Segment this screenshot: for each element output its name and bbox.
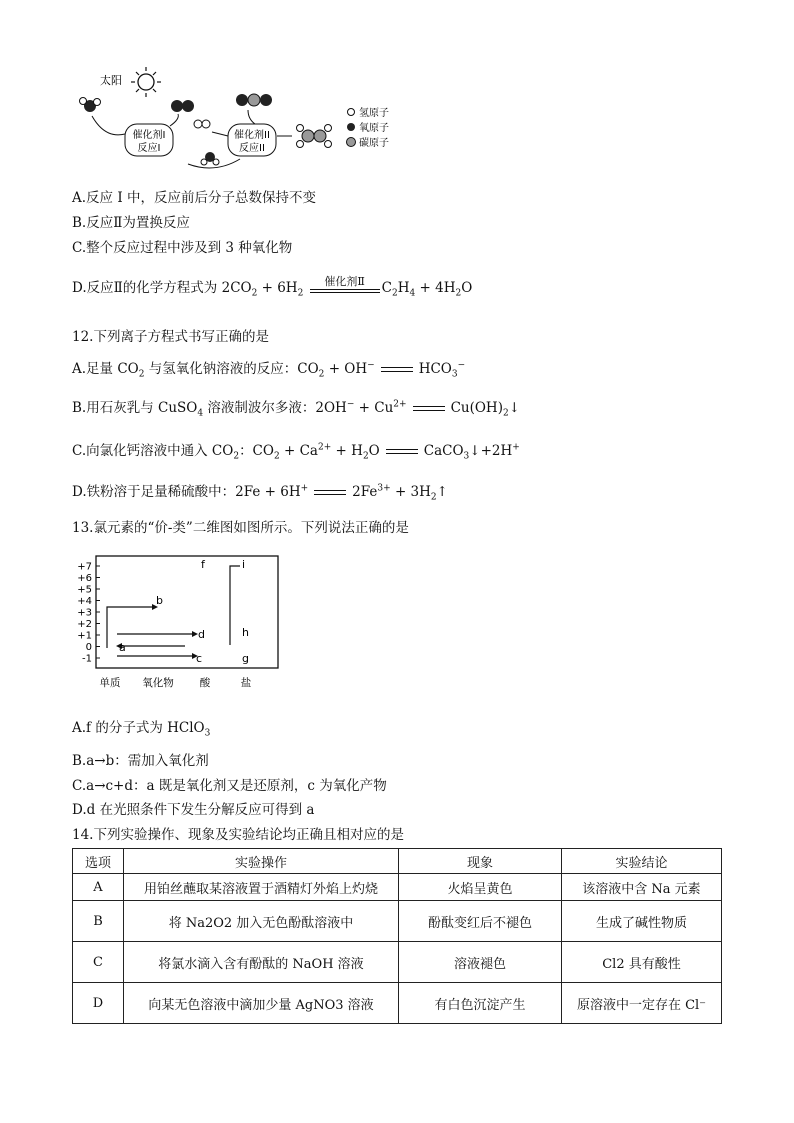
table-row [73,942,722,983]
catalyst2-label: 催化剂II [234,130,270,141]
point-label-g: g [242,652,249,665]
q13-option-c: C.a→c+d：a 既是氧化剂又是还原剂，c 为氧化产物 [72,778,387,794]
sun-label: 太阳 [100,74,122,87]
q13-option-b: B.a→b：需加入氧化剂 [72,753,209,769]
q12-option-c: C.向氯化钙溶液中通入 $CO_2$：$CO_2 + Ca^{2+} + H_2O$ CaCO$_3$↓+2H+ [72,442,520,462]
legend-hydrogen: 氢原子 [359,108,389,119]
q12-option-d: D.铁粉溶于足量稀硫酸中：2Fe + 6H+ $2Fe^{3+}$ + $3H_2↑$ [72,483,448,503]
row-c-phenomenon: 溶液褪色 [399,942,562,983]
point-label-c: c [196,652,203,665]
header-operation: 实验操作 [124,849,399,874]
row-b-option: B [73,901,124,942]
header-phenomenon: 现象 [399,849,562,874]
y-tick-label: -1 [82,653,92,665]
q14-stem: 14.下列实验操作、现象及实验结论均正确且相对应的是 [72,827,404,843]
point-label-a: a [119,641,126,654]
q13-stem: 13.氯元素的“价-类”二维图如图所示。下列说法正确的是 [72,520,409,536]
point-label-i: i [242,558,246,571]
catalyst1-label: 催化剂I [132,130,166,141]
row-c-option: C [73,942,124,983]
x-category-label: 单质 [99,677,121,689]
row-d-conclusion: 原溶液中一定存在 Cl⁻ [562,983,722,1024]
water-molecule-icon [80,98,101,113]
y-tick-label: +1 [77,630,92,642]
row-a-operation: 用铂丝蘸取某溶液置于酒精灯外焰上灼烧 [124,874,399,901]
sun-icon [131,67,161,97]
q12-stem: 12.下列离子方程式书写正确的是 [72,329,269,345]
row-b-conclusion: 生成了碱性物质 [562,901,722,942]
legend [347,106,390,149]
q11-option-a: A.反应 I 中，反应前后分子总数保持不变 [72,190,316,206]
q12-option-a: A.足量 $CO_2$ 与氢氧化钠溶液的反应：$CO_2 + OH^-$ $HCO_3^-$ [72,360,466,380]
point-label-h: h [242,626,249,639]
q11-option-d: D.反应Ⅱ的化学方程式为 $2CO_2 + 6H_2$ 催化剂Ⅱ $C_2H_4 + 4H_2O$ [72,275,473,299]
q11-option-b: B.反应Ⅱ为置换反应 [72,215,190,231]
co2-molecule-icon [236,94,272,106]
x-category-label: 盐 [240,677,252,689]
legend-oxygen: 氧原子 [359,123,389,134]
oxygen-molecule-icon [171,100,194,112]
reaction1-label: 反应I [137,143,161,154]
point-label-d: d [198,628,205,641]
row-d-phenomenon: 有白色沉淀产生 [399,983,562,1024]
y-tick-label: +6 [77,573,92,584]
row-c-operation: 将氯水滴入含有酚酞的 NaOH 溶液 [124,942,399,983]
row-a-conclusion: 该溶液中含 Na 元素 [562,874,722,901]
row-a-phenomenon: 火焰呈黄色 [399,874,562,901]
y-tick-label: +7 [77,561,92,573]
header-option: 选项 [73,849,124,874]
table-row [73,901,722,942]
table-header-row [73,849,722,874]
point-label-f: f [201,558,205,571]
row-b-operation: 将 Na2O2 加入无色酚酞溶液中 [124,901,399,942]
row-b-phenomenon: 酚酞变红后不褪色 [399,901,562,942]
valence-class-diagram [70,552,285,692]
row-d-option: D [73,983,124,1024]
table-row [73,874,722,901]
row-c-conclusion: Cl2 具有酸性 [562,942,722,983]
legend-carbon: 碳原子 [359,138,389,149]
row-d-operation: 向某无色溶液中滴加少量 AgNO3 溶液 [124,983,399,1024]
point-label-b: b [156,594,163,607]
reaction2-label: 反应II [239,143,265,154]
q11-option-c: C.整个反应过程中涉及到 3 种氧化物 [72,240,293,256]
table-row [73,983,722,1024]
q13-option-a: A.f 的分子式为 HClO$_3$ [72,720,211,739]
q14-table [72,848,722,1024]
catalyst-condition-arrow: 催化剂Ⅱ [310,277,380,297]
hydrogen-molecule-icon [194,120,210,128]
x-category-label: 酸 [199,677,211,689]
q12-option-b: B.用石灰乳与 CuSO$_4$ 溶液制波尔多液：$2OH^- + Cu^{2+}$ $Cu(OH)_2↓$ [72,399,521,419]
header-conclusion: 实验结论 [562,849,722,874]
y-tick-label: +4 [77,596,92,607]
y-tick-label: 0 [85,642,92,653]
ethylene-molecule-icon [297,125,332,148]
water-molecule-icon-2 [201,152,219,165]
q13-option-d: D.d 在光照条件下发生分解反应可得到 a [72,802,315,818]
y-tick-label: +2 [77,619,92,630]
y-tick-label: +3 [77,607,92,619]
x-category-label: 氧化物 [142,677,174,689]
y-tick-label: +5 [77,584,92,596]
reaction-cycle-diagram [70,64,410,174]
row-a-option: A [73,874,124,901]
